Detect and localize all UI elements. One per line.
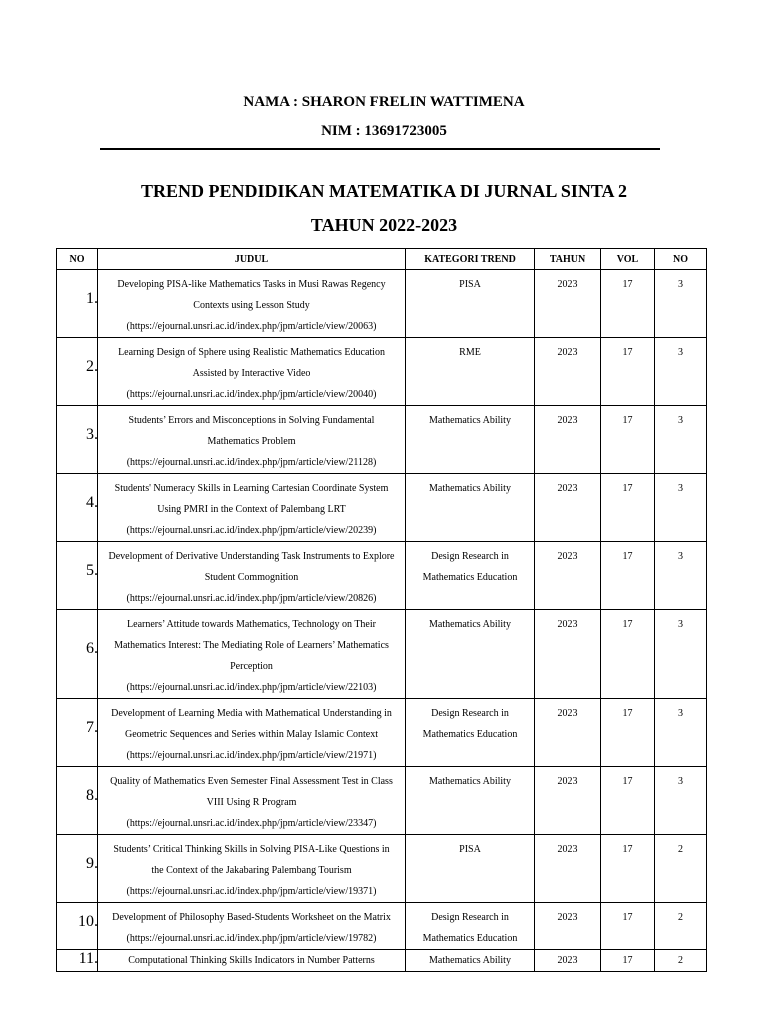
table-row [57,338,707,406]
document-subtitle: TAHUN 2022-2023 [310,215,458,235]
row-number: 8. [86,787,98,804]
document-title: TREND PENDIDIKAN MATEMATIKA DI JURNAL SINTA 2 [140,181,628,201]
kategori-trend-line: PISA [459,279,481,290]
kategori-trend-line: Mathematics Education [422,933,518,944]
issue-number-cell: 2 [655,903,707,950]
tahun-cell: 2023 [535,338,601,406]
kategori-trend-line: RME [459,347,481,358]
kategori-trend-cell [406,474,535,542]
row-number-cell [57,406,98,474]
kategori-trend-cell [406,835,535,903]
row-number: 6. [86,640,98,657]
tahun-cell: 2023 [535,903,601,950]
row-number-cell [57,542,98,610]
tahun-cell: 2023 [535,406,601,474]
kategori-trend-line: Mathematics Education [422,572,518,583]
judul-line: (https://ejournal.unsri.ac.id/index.php/jpm/article/view/19782) [126,933,377,944]
row-number: 4. [86,494,98,511]
kategori-trend-cell [406,270,535,338]
table-body [57,270,707,972]
row-number: 7. [86,719,98,736]
row-number: 11. [78,950,98,967]
judul-line: (https://ejournal.unsri.ac.id/index.php/jpm/article/view/20040) [126,389,377,400]
row-number-cell [57,903,98,950]
kategori-trend-cell [406,406,535,474]
judul-line: (https://ejournal.unsri.ac.id/index.php/jpm/article/view/19371) [126,886,377,897]
judul-line: Students’ Critical Thinking Skills in Solving PISA-Like Questions in [113,844,390,855]
judul-line: Learners’ Attitude towards Mathematics, Technology on Their [127,619,376,630]
vol-cell: 17 [601,542,655,610]
kategori-trend-cell [406,542,535,610]
judul-line: VIII Using R Program [206,797,297,808]
issue-number-cell: 3 [655,270,707,338]
judul-line: Student Commognition [204,572,299,583]
issue-number-cell: 3 [655,474,707,542]
judul-cell [98,474,406,542]
row-number: 2. [86,358,98,375]
kategori-trend-line: Mathematics Ability [429,415,511,426]
table-row [57,903,707,950]
vol-cell: 17 [601,699,655,767]
column-header-vol: VOL [601,249,655,270]
judul-cell [98,903,406,950]
judul-line: Assisted by Interactive Video [192,368,311,379]
row-number-cell [57,270,98,338]
column-header-nomor: NO [655,249,707,270]
row-number-cell [57,338,98,406]
table-row [57,406,707,474]
judul-line: (https://ejournal.unsri.ac.id/index.php/jpm/article/view/23347) [126,818,377,829]
kategori-trend-cell [406,767,535,835]
judul-line: (https://ejournal.unsri.ac.id/index.php/jpm/article/view/22103) [126,682,377,693]
tahun-cell: 2023 [535,474,601,542]
tahun-cell: 2023 [535,610,601,699]
judul-line: Students' Numeracy Skills in Learning Cartesian Coordinate System [114,483,389,494]
judul-line: (https://ejournal.unsri.ac.id/index.php/jpm/article/view/21971) [126,750,377,761]
issue-number-cell: 3 [655,767,707,835]
row-number: 3. [86,426,98,443]
judul-line: Students’ Errors and Misconceptions in Solving Fundamental [128,415,375,426]
journal-trend-table [56,248,707,972]
kategori-trend-cell [406,699,535,767]
tahun-cell: 2023 [535,835,601,903]
kategori-trend-line: Mathematics Education [422,729,518,740]
judul-line: Learning Design of Sphere using Realistic Mathematics Education [118,347,385,358]
tahun-cell: 2023 [535,767,601,835]
kategori-trend-line: Design Research in [431,551,509,562]
row-number: 9. [86,855,98,872]
kategori-trend-cell [406,950,535,972]
judul-line: Contexts using Lesson Study [193,300,310,311]
row-number-cell [57,699,98,767]
column-header-no: NO [57,249,98,270]
judul-line: (https://ejournal.unsri.ac.id/index.php/jpm/article/view/21128) [126,457,377,468]
judul-line: (https://ejournal.unsri.ac.id/index.php/jpm/article/view/20826) [126,593,377,604]
judul-line: Development of Derivative Understanding Task Instruments to Explore [108,551,395,562]
kategori-trend-line: Design Research in [431,708,509,719]
table-header-row [57,249,707,270]
student-nim: NIM : 13691723005 [321,123,447,139]
row-number-cell [57,767,98,835]
tahun-cell: 2023 [535,699,601,767]
issue-number-cell: 3 [655,406,707,474]
row-number: 10. [78,913,98,930]
judul-cell [98,835,406,903]
tahun-cell: 2023 [535,542,601,610]
column-header-kategori-trend: KATEGORI TREND [406,249,535,270]
judul-cell [98,610,406,699]
kategori-trend-cell [406,903,535,950]
issue-number-cell: 3 [655,610,707,699]
kategori-trend-cell [406,610,535,699]
row-number: 1. [86,290,98,307]
vol-cell: 17 [601,406,655,474]
issue-number-cell: 2 [655,835,707,903]
table-row [57,474,707,542]
tahun-cell: 2023 [535,270,601,338]
vol-cell: 17 [601,950,655,972]
header-divider [100,148,660,150]
kategori-trend-line: Design Research in [431,912,509,923]
judul-line: Quality of Mathematics Even Semester Final Assessment Test in Class [110,776,393,787]
judul-line: Developing PISA-like Mathematics Tasks in Musi Rawas Regency [117,279,386,290]
table-row [57,270,707,338]
row-number-cell [57,474,98,542]
vol-cell: 17 [601,903,655,950]
judul-line: Mathematics Interest: The Mediating Role of Learners’ Mathematics [114,640,389,651]
table-row [57,610,707,699]
judul-line: Mathematics Problem [207,436,296,447]
vol-cell: 17 [601,474,655,542]
vol-cell: 17 [601,338,655,406]
column-header-tahun: TAHUN [535,249,601,270]
table-row [57,699,707,767]
issue-number-cell: 3 [655,542,707,610]
judul-cell [98,270,406,338]
judul-cell [98,950,406,972]
row-number-cell [57,835,98,903]
row-number-cell [57,610,98,699]
vol-cell: 17 [601,610,655,699]
issue-number-cell: 3 [655,338,707,406]
table-row [57,950,707,972]
vol-cell: 17 [601,270,655,338]
tahun-cell: 2023 [535,950,601,972]
judul-line: (https://ejournal.unsri.ac.id/index.php/jpm/article/view/20063) [126,321,377,332]
judul-cell [98,699,406,767]
table-row [57,542,707,610]
judul-cell [98,406,406,474]
kategori-trend-line: PISA [459,844,481,855]
judul-line: Development of Philosophy Based-Students Worksheet on the Matrix [112,912,391,923]
column-header-judul: JUDUL [98,249,406,270]
vol-cell: 17 [601,835,655,903]
row-number-cell [57,950,98,972]
judul-line: Development of Learning Media with Mathematical Understanding in [111,708,392,719]
judul-line: Using PMRI in the Context of Palembang LRT [157,504,346,515]
kategori-trend-line: Mathematics Ability [429,619,511,630]
judul-line: Geometric Sequences and Series within Malay Islamic Context [125,729,378,740]
issue-number-cell: 2 [655,950,707,972]
kategori-trend-line: Mathematics Ability [429,483,511,494]
judul-cell [98,767,406,835]
judul-line: the Context of the Jakabaring Palembang Tourism [151,865,352,876]
kategori-trend-line: Mathematics Ability [429,776,511,787]
issue-number-cell: 3 [655,699,707,767]
table-row [57,767,707,835]
judul-cell [98,542,406,610]
vol-cell: 17 [601,767,655,835]
judul-line: (https://ejournal.unsri.ac.id/index.php/jpm/article/view/20239) [126,525,377,536]
kategori-trend-cell [406,338,535,406]
judul-line: Perception [230,661,273,672]
judul-line: Computational Thinking Skills Indicators in Number Patterns [128,955,375,966]
table-row [57,835,707,903]
row-number: 5. [86,562,98,579]
student-name: NAMA : SHARON FRELIN WATTIMENA [243,94,525,110]
kategori-trend-line: Mathematics Ability [429,955,511,966]
judul-cell [98,338,406,406]
